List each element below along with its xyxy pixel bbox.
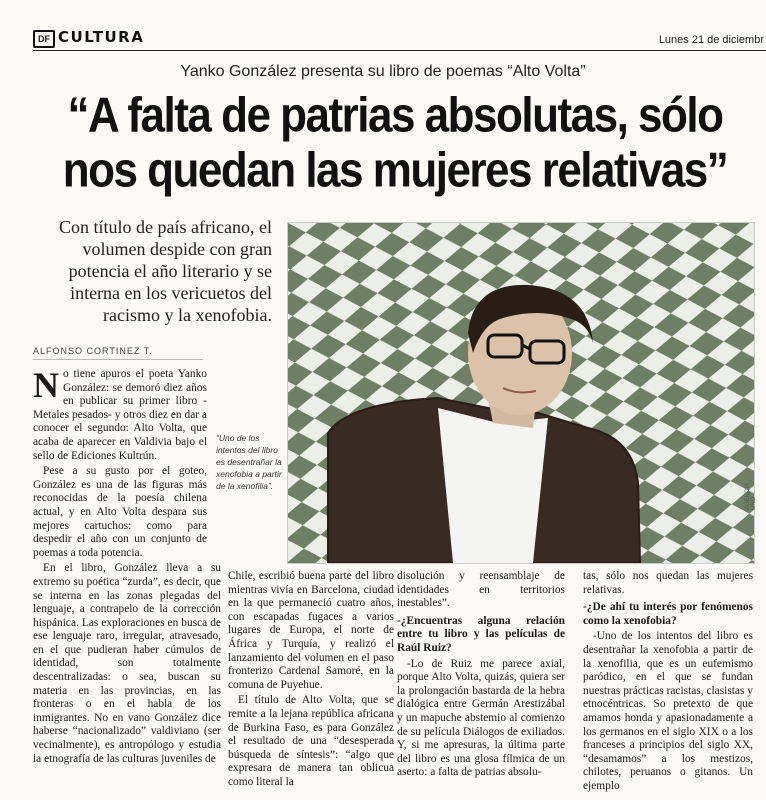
paragraph: -Uno de los intentos del libro es desentrañar la xenofobia a partir de la xenofilia, que es un eufemismo paródico, en el que se fundan nuestras prácticas racistas, clasistas y etnocéntricas. So pretexto de que amamos honda y apasionadamente a los germanos en el siglo XIX o a los franceses a principios del siglo XX, “desamamos” a los mestizos, chilotes, peruanos o gitanos. Un ejemplo [583,630,753,792]
section-title: CULTURA [58,28,145,46]
paragraph: El título de Alto Volta, que se remite a la lejana república africana de Burkina Faso, es para González el resultado de una “desesperada búsqueda de síntesis”: “algo que expresara de manera tan oblicua como literal la [228,694,394,788]
paragraph: -Lo de Ruiz me parece axial, porque Alto Volta, quizás, quiera ser la prolongación bastarda de la hebra dialógica entre Germán Arestizábal y un mapuche abstemio al comienzo de su película Diálogos de exiliados. Y, si me apresuras, la última parte del libro es una glosa fílmica de un aserto: a falta de patrias absolu- [397,657,565,779]
article-deck: Con título de país africano, el volumen despide con gran potencia el año literario y se interna en los vericuetos del racismo y la xenofobia. [59,217,272,325]
issue-date: Lunes 21 de diciembr [658,34,764,46]
headline-line-2: nos quedan las mujeres relativas” [62,142,728,198]
body-column-1 [33,365,221,768]
interview-question: -¿De ahí tu interés por fenómenos como la xenofobia? [583,601,753,627]
paragraph: Chile, escribió buena parte del libro mientras vivía en Barcelona, ciudad en la que permaneció cuatro años, con escapadas fugaces a varios lugares de Europa, el norte de África y Turquía, y realizó el lanzamiento del volumen en el paso fronterizo Cardenal Samoré, en la comuna de Puyehue. [228,570,394,691]
drop-cap: N [33,365,59,405]
interview-question: -¿Encuentras alguna relación entre tu libro y las películas de Raúl Ruiz? [397,614,565,654]
paragraph: o tiene apuros el poeta Yanko González: se demoró diez años en publicar su primer libro -Metales pesados- y otros diez en dar a conocer el segundo: Alto Volta, que acaba de aparecer en Valdivia bajo el sello de Ediciones Kultrún. [33,368,207,462]
article-photo [287,222,755,564]
body-column-2 [228,570,394,792]
article-headline [30,88,760,198]
header-rule [33,50,766,51]
body-column-3 [397,570,565,782]
body-column-4 [583,570,753,796]
headline-line-1: “A falta de patrias absolutas, sólo [67,88,723,143]
photo-credit: AGENCIA UNO [745,483,757,510]
article-byline: ALFONSO CORTINEZ T. [33,346,153,356]
paragraph: disolución y reensamblaje de identidades en territorios inestables”. [397,570,565,610]
newspaper-logo: DF [33,30,55,48]
article-kicker: Yanko González presenta su libro de poemas “Alto Volta” [180,63,586,80]
paragraph: En el libro, González lleva a su extremo su poética “zurda”, es decir, que se interna en las zonas plegadas del lenguaje, a contrapelo de la corrección hispánica. Las exploraciones en busca de ese lenguaje raro, irregular, atravesado, en el que pudieran haber cúmulos de identidad, son totalmente descentralizadas: o sea, buscan su materia en las provincias, en las fronteras o en el habla de los inmigrantes. No en vano González dice haberse “nacionalizado” valdiviano (ser vecinalmente), es antropólogo y estudia la etnografía de las culturas juveniles de [33,562,221,765]
portrait-photo-illustration [288,223,754,563]
paragraph: Pese a su gusto por el goteo, González es una de las figuras más reconocidas de la poesía chilena actual, y en Alto Volta despara sus mejores cartuchos: como para despedir el año con un conjunto de poemas a toda potencia. [33,465,207,559]
paragraph: tas, sólo nos quedan las mujeres relativas. [583,570,753,596]
byline-rule [33,359,203,360]
photo-caption: “Uno de los intentos del libro es desentrañar la xenofobia a partir de la xenofilia”. [216,433,282,491]
